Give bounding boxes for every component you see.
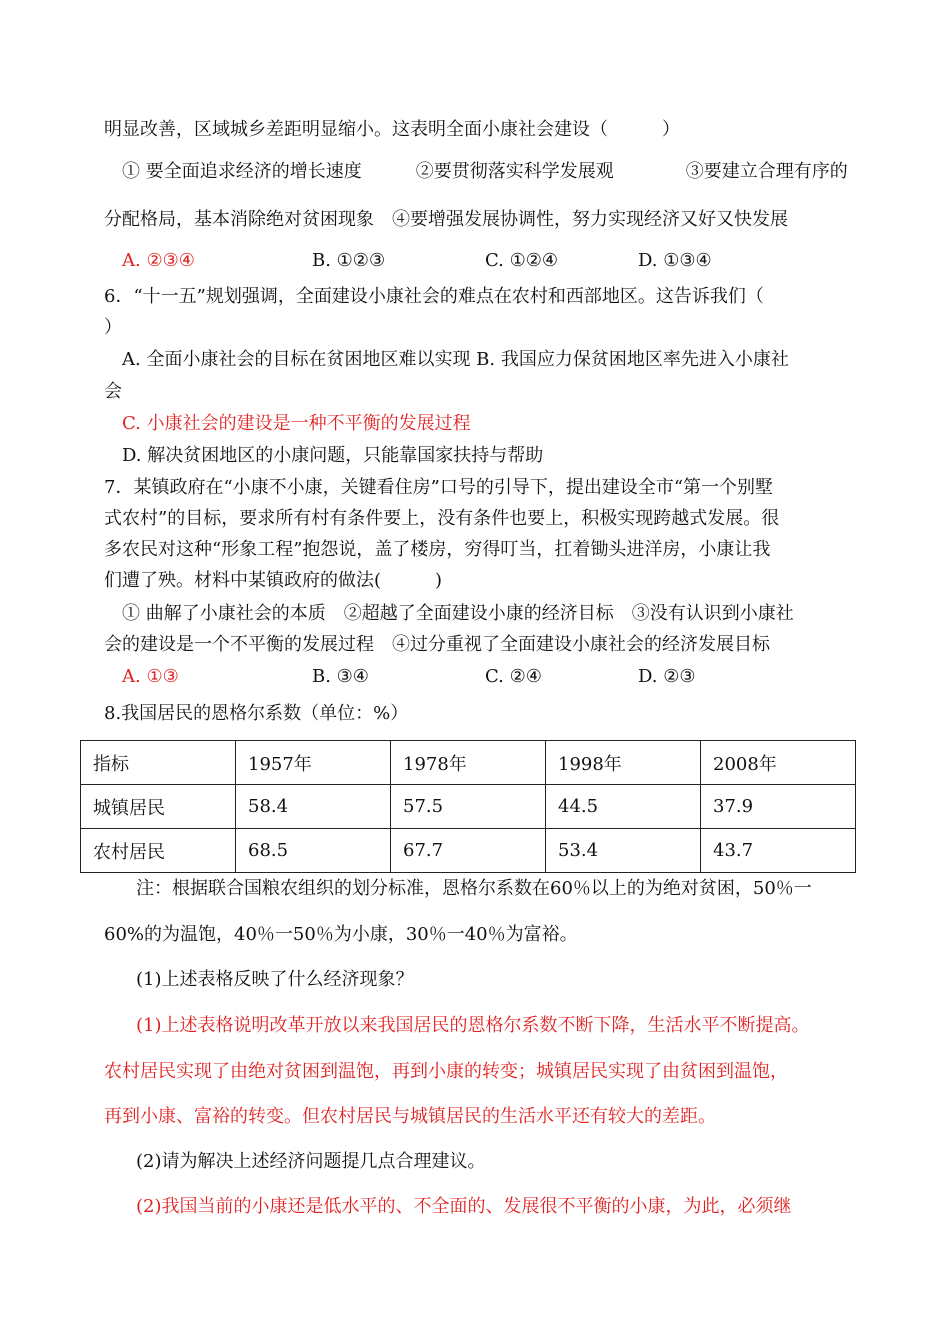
table-cell: 43.7 — [701, 829, 856, 873]
q7-stem-line2: 式农村”的目标，要求所有村有条件要上，没有条件也要上，积极实现跨越式发展。很 — [104, 508, 780, 529]
q7-option-b: B. ③④ — [312, 666, 369, 687]
q8-note-line1: 注：根据联合国粮农组织的划分标准，恩格尔系数在60％以上的为绝对贫困，50％一 — [136, 878, 812, 899]
q7-stem-line4: 们遭了殃。材料中某镇政府的做法( ) — [104, 570, 443, 591]
q5-option-c: C. ①②④ — [485, 250, 558, 271]
table-cell: 67.7 — [391, 829, 546, 873]
table-header-row — [81, 741, 856, 785]
table-row — [81, 829, 856, 873]
q6-option-d: D. 解决贫困地区的小康问题，只能靠国家扶持与帮助 — [122, 445, 544, 466]
q7-option-d: D. ②③ — [638, 666, 696, 687]
q7-items-line2: 会的建设是一个不平衡的发展过程 ④过分重视了全面建设小康社会的经济发展目标 — [104, 634, 770, 655]
table-header-cell: 1998年 — [546, 741, 701, 785]
q5-items-line2: 分配格局，基本消除绝对贫困现象 ④要增强发展协调性，努力实现经济又好又快发展 — [104, 209, 788, 230]
table-header-cell: 指标 — [81, 741, 236, 785]
q8-sub1-question: (1)上述表格反映了什么经济现象？ — [136, 969, 414, 990]
q7-items-line1: ① 曲解了小康社会的本质 ②超越了全面建设小康的经济目标 ③没有认识到小康社 — [122, 603, 794, 624]
table-cell: 53.4 — [546, 829, 701, 873]
q5-stem-end: 明显改善，区域城乡差距明显缩小。这表明全面小康社会建设（ ） — [104, 119, 680, 140]
q7-option-a-answer: A. ①③ — [122, 666, 179, 687]
q8-title: 8.我国居民的恩格尔系数（单位：%） — [104, 703, 409, 724]
q5-option-d: D. ①③④ — [638, 250, 712, 271]
q5-option-a-answer: A. ②③④ — [122, 250, 195, 271]
q6-stem-line2: ） — [104, 317, 122, 338]
table-header-cell: 2008年 — [701, 741, 856, 785]
table-cell: 68.5 — [236, 829, 391, 873]
table-cell: 城镇居民 — [81, 785, 236, 829]
table-header-cell: 1978年 — [391, 741, 546, 785]
q8-note-line2: 60%的为温饱，40％一50％为小康，30％一40％为富裕。 — [104, 924, 578, 945]
table-row — [81, 785, 856, 829]
q6-option-c-answer: C. 小康社会的建设是一种不平衡的发展过程 — [122, 413, 471, 434]
q5-items-line1: ① 要全面追求经济的增长速度 ②要贯彻落实科学发展观 ③要建立合理有序的 — [122, 161, 848, 182]
table-cell: 58.4 — [236, 785, 391, 829]
table-cell: 44.5 — [546, 785, 701, 829]
q7-option-c: C. ②④ — [485, 666, 542, 687]
table-cell: 57.5 — [391, 785, 546, 829]
q8-sub2-question: (2)请为解决上述经济问题提几点合理建议。 — [136, 1151, 486, 1172]
q6-option-ab-line2: 会 — [104, 381, 122, 402]
engel-coefficient-table — [80, 740, 856, 873]
q8-sub1-answer-line2: 农村居民实现了由绝对贫困到温饱，再到小康的转变；城镇居民实现了由贫困到温饱， — [104, 1061, 788, 1082]
q7-stem-line1: 7．某镇政府在“小康不小康，关键看住房”口号的引导下，提出建设全市“第一个别墅 — [104, 477, 774, 498]
table-cell: 农村居民 — [81, 829, 236, 873]
q7-stem-line3: 多农民对这种“形象工程”抱怨说，盖了楼房，穷得叮当，扛着锄头进洋房，小康让我 — [104, 539, 771, 560]
q8-sub1-answer-line3: 再到小康、富裕的转变。但农村居民与城镇居民的生活水平还有较大的差距。 — [104, 1106, 716, 1127]
table-header-cell: 1957年 — [236, 741, 391, 785]
q6-option-ab-line1: A. 全面小康社会的目标在贫困地区难以实现 B. 我国应力保贫困地区率先进入小康社 — [122, 349, 789, 370]
q5-option-b: B. ①②③ — [312, 250, 386, 271]
table-cell: 37.9 — [701, 785, 856, 829]
q6-stem-line1: 6．“十一五”规划强调，全面建设小康社会的难点在农村和西部地区。这告诉我们（ — [104, 286, 764, 307]
q8-sub2-answer-line1: (2)我国当前的小康还是低水平的、不全面的、发展很不平衡的小康，为此，必须继 — [136, 1196, 792, 1217]
q8-sub1-answer-line1: (1)上述表格说明改革开放以来我国居民的恩格尔系数不断下降，生活水平不断提高。 — [136, 1015, 810, 1036]
